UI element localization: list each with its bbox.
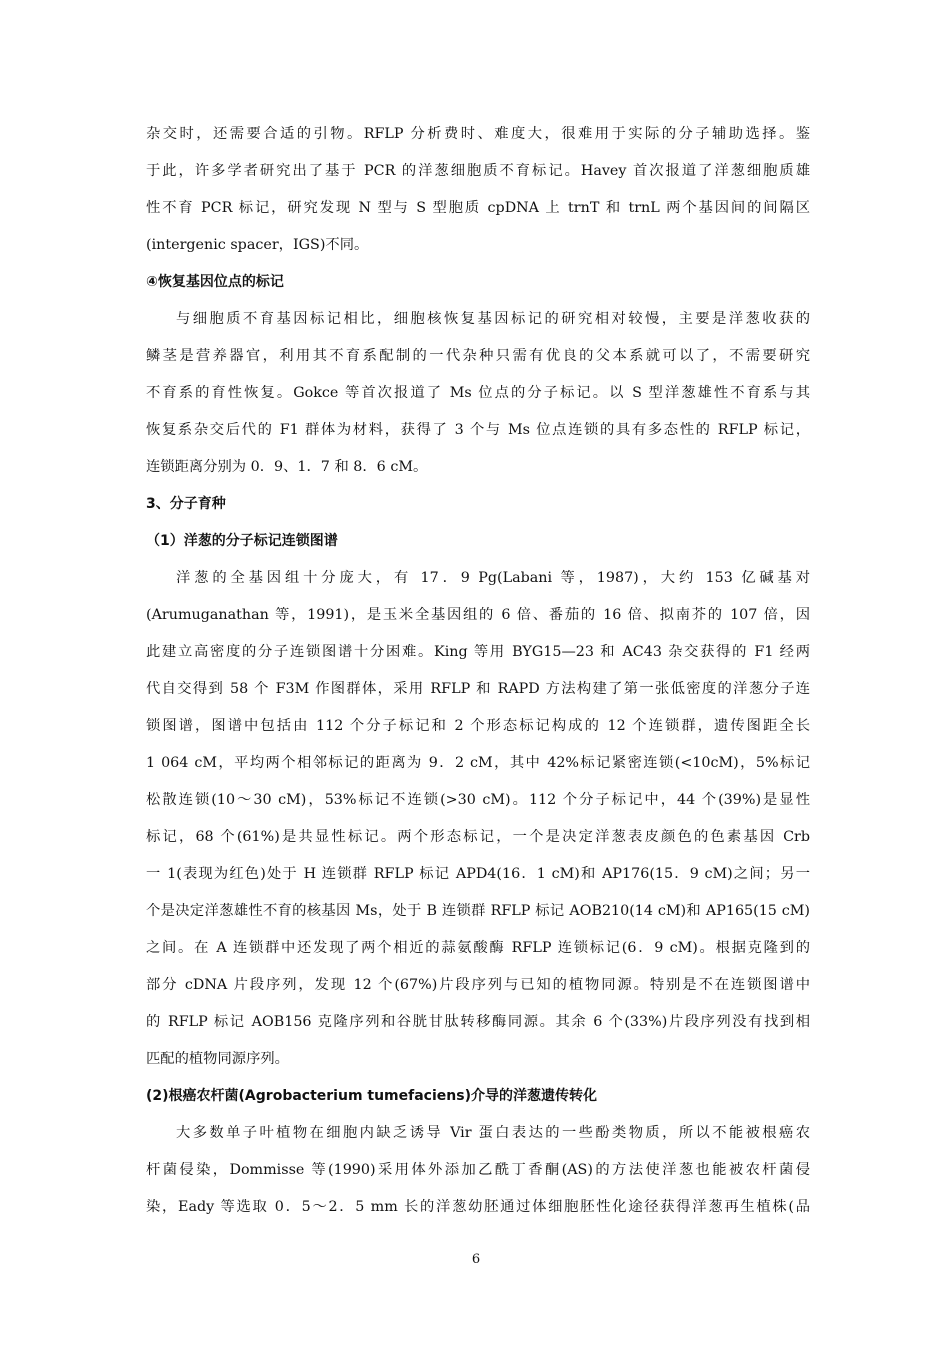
section-heading-molecular-breeding: 3、分子育种 <box>146 496 226 512</box>
text-line: 洋葱的全基因组十分庞大，有 17．9 Pg(Labani 等，1987)，大约 153 亿碱基对 <box>176 570 810 586</box>
text-line: 恢复系杂交后代的 F1 群体为材料，获得了 3 个与 Ms 位点连锁的具有多态性的 RFLP 标记， <box>146 422 810 438</box>
text-line: 杆菌侵染，Dommisse 等(1990)采用体外添加乙酰丁香酮(AS)的方法使洋葱也能被农杆菌侵 <box>146 1162 810 1178</box>
text-line: 性不育 PCR 标记，研究发现 N 型与 S 型胞质 cpDNA 上 trnT 和 trnL 两个基因间的间隔区 <box>146 200 810 216</box>
text-line: 的 RFLP 标记 AOB156 克隆序列和谷胱甘肽转移酶同源。其余 6 个(33%)片段序列没有找到相 <box>146 1014 810 1030</box>
text-line: 松散连锁(10～30 cM)，53%标记不连锁(>30 cM)。112 个分子标记中，44 个(39%)是显性 <box>146 792 810 808</box>
text-line: 大多数单子叶植物在细胞内缺乏诱导 Vir 蛋白表达的一些酚类物质，所以不能被根癌农 <box>176 1125 810 1141</box>
page-number: 6 <box>471 1252 481 1267</box>
text-line: 连锁距离分别为 0．9、1．7 和 8．6 cM。 <box>146 459 428 475</box>
page-body <box>146 116 810 1226</box>
text-line: (Arumuganathan 等，1991)，是玉米全基因组的 6 倍、番茄的 16 倍、拟南芥的 107 倍，因 <box>146 607 810 623</box>
text-line: 锁图谱，图谱中包括由 112 个分子标记和 2 个形态标记构成的 12 个连锁群，遗传图距全长 <box>146 718 810 734</box>
text-line: 染，Eady 等选取 0．5～2．5 mm 长的洋葱幼胚通过体细胞胚性化途径获得洋葱再生植株(品 <box>146 1199 810 1215</box>
text-line: (intergenic spacer，IGS)不同。 <box>146 237 369 253</box>
subsection-heading-linkage-map: （1）洋葱的分子标记连锁图谱 <box>146 533 338 549</box>
text-line: 一 1(表现为红色)处于 H 连锁群 RFLP 标记 APD4(16．1 cM)和 AP176(15．9 cM)之间；另一 <box>146 866 810 882</box>
text-line: 此建立高密度的分子连锁图谱十分困难。King 等用 BYG15—23 和 AC43 杂交获得的 F1 经两 <box>146 644 810 660</box>
text-line: 1 064 cM，平均两个相邻标记的距离为 9．2 cM，其中 42%标记紧密连锁(<10cM)，5%标记 <box>146 755 810 771</box>
text-line: 与细胞质不育基因标记相比，细胞核恢复基因标记的研究相对较慢，主要是洋葱收获的 <box>176 311 810 327</box>
text-line: 杂交时，还需要合适的引物。RFLP 分析费时、难度大，很难用于实际的分子辅助选择。鉴 <box>146 126 810 142</box>
text-line: 匹配的植物同源序列。 <box>146 1051 289 1067</box>
text-line: 代自交得到 58 个 F3M 作图群体，采用 RFLP 和 RAPD 方法构建了第一张低密度的洋葱分子连 <box>146 681 810 697</box>
subsection-heading-agrobacterium: (2)根癌农杆菌(Agrobacterium tumefaciens)介导的洋葱遗传转化 <box>146 1088 597 1104</box>
text-line: 标记，68 个(61%)是共显性标记。两个形态标记，一个是决定洋葱表皮颜色的色素基因 Crb <box>146 829 810 845</box>
section-heading-restorer-gene: ④恢复基因位点的标记 <box>146 274 284 290</box>
text-line: 不育系的育性恢复。Gokce 等首次报道了 Ms 位点的分子标记。以 S 型洋葱雄性不育系与其 <box>146 385 810 401</box>
text-line: 之间。在 A 连锁群中还发现了两个相近的蒜氨酸酶 RFLP 连锁标记(6．9 cM)。根据克隆到的 <box>146 940 810 956</box>
text-line: 于此，许多学者研究出了基于 PCR 的洋葱细胞质不育标记。Havey 首次报道了洋葱细胞质雄 <box>146 163 810 179</box>
text-line: 个是决定洋葱雄性不育的核基因 Ms，处于 B 连锁群 RFLP 标记 AOB210(14 cM)和 AP165(15 cM) <box>146 903 810 919</box>
text-line: 部分 cDNA 片段序列，发现 12 个(67%)片段序列与已知的植物同源。特别是不在连锁图谱中 <box>146 977 810 993</box>
text-line: 鳞茎是营养器官，利用其不育系配制的一代杂种只需有优良的父本系就可以了，不需要研究 <box>146 348 810 364</box>
